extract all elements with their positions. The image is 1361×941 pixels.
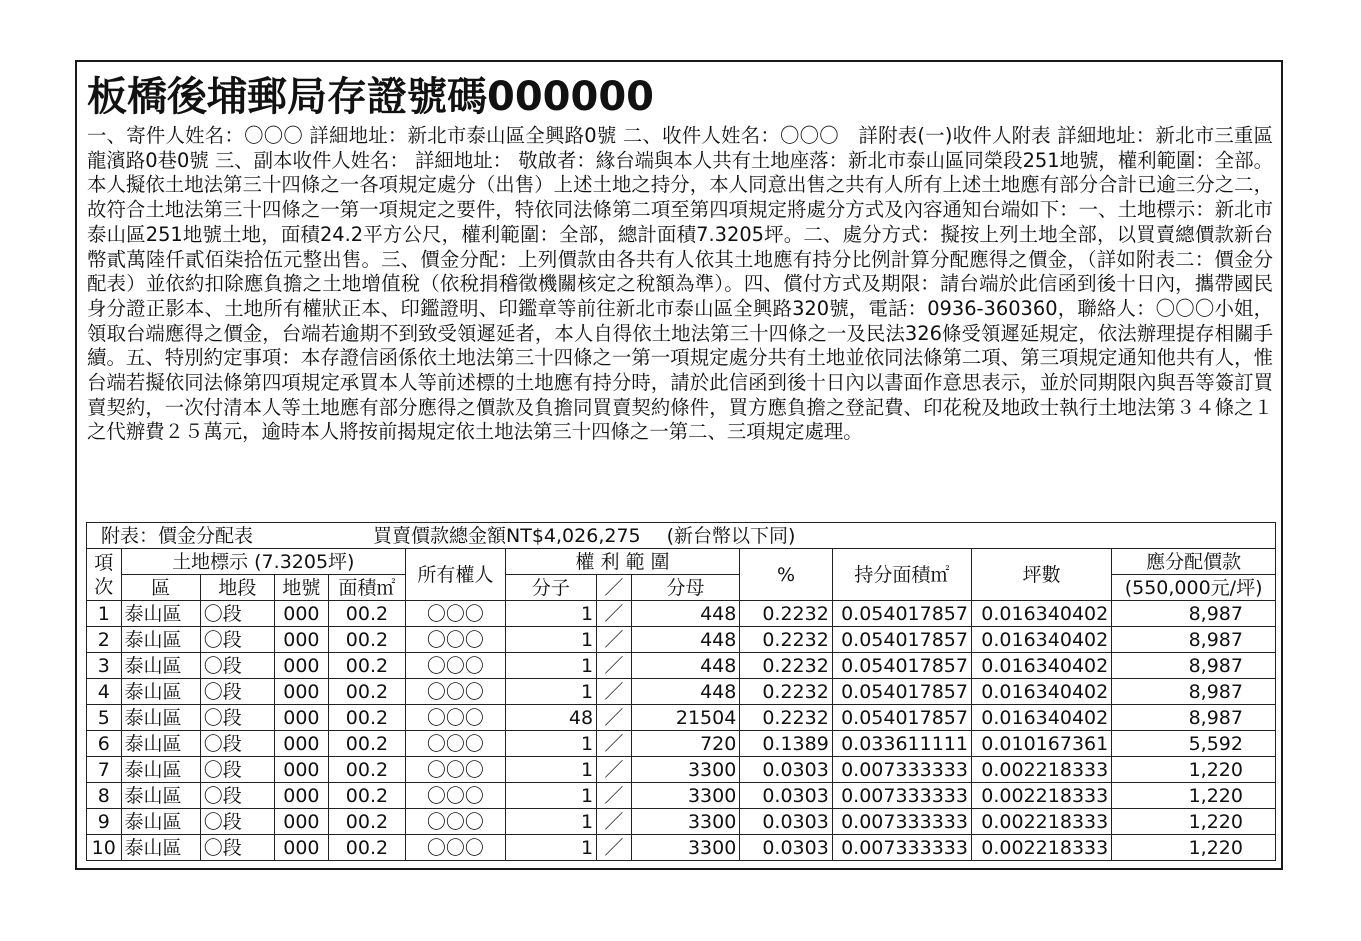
- cell-item-no: 4: [87, 679, 122, 705]
- table-header-row-1: [87, 549, 1276, 575]
- cell-lot: 000: [274, 809, 328, 835]
- header-separator: ／: [597, 575, 632, 601]
- table-body: [87, 601, 1276, 861]
- cell-ping: 0.002218333: [972, 809, 1112, 835]
- header-allocation-unit: (550,000元/坪): [1112, 575, 1276, 601]
- cell-owner: 〇〇〇: [406, 809, 506, 835]
- cell-owner: 〇〇〇: [406, 757, 506, 783]
- table-row: [87, 627, 1276, 653]
- cell-denominator: 448: [631, 653, 740, 679]
- cell-share-area: 0.054017857: [832, 653, 971, 679]
- cell-percent: 0.2232: [740, 653, 832, 679]
- header-numerator: 分子: [505, 575, 596, 601]
- cell-district: 泰山區: [121, 705, 200, 731]
- cell-section: 〇段: [200, 601, 274, 627]
- cell-section: 〇段: [200, 835, 274, 861]
- cell-percent: 0.0303: [740, 757, 832, 783]
- table-row: [87, 757, 1276, 783]
- notice-body: 一、寄件人姓名：〇〇〇 詳細地址：新北市泰山區全興路0號 二、收件人姓名：〇〇〇 詳附表(一)收件人附表 詳細地址：新北市三重區龍濱路0巷0號 三、副本收件人姓名： 詳細地址： 敬啟者：緣台端與本人共有土地座落：新北市泰山區同榮段251地號，權利範圍：全部。本人擬依土地法第三十四條之一各項規定處分（出售）上述土地之持分，本人同意出售之共有人所有上述土地應有部分合計已逾三分之二，故符合土地法第三十四條之一第一項規定之要件，特依同法條第二項至第四項規定將處分方式及內容通知台端如下：一、土地標示：新北市泰山區251地號土地，面積24.2平方公尺，權利範圍：全部，總計面積7.3205坪。二、處分方式：擬按上列土地全部，以買賣總價款新台幣貳萬陸仟貳佰柒拾伍元整出售。三、價金分配：上列價款由各共有人依其土地應有持分比例計算分配應得之價金，（詳如附表二：價金分配表）並依約扣除應負擔之土地增值稅（依稅捐稽徵機關核定之稅額為準）。四、償付方式及期限：請台端於此信函到後十日內，攜帶國民身分證正影本、土地所有權狀正本、印鑑證明、印鑑章等前往新北市泰山區全興路320號，電話：0936-360360，聯絡人：〇〇〇小姐，領取台端應得之價金，台端若逾期不到致受領遲延者，本人自得依土地法第三十四條之一及民法326條受領遲延規定，依法辦理提存相關手續。五、特別約定事項：本存證信函係依土地法第三十四條之一第一項規定處分共有土地並依同法條第二項、第三項規定通知他共有人，惟台端若擬依同法條第四項規定承買本人等前述標的土地應有持分時，請於此信函到後十日內以書面作意思表示，並於同期限內與吾等簽訂買賣契約，一次付清本人等土地應有部分應得之價款及負擔同買賣契約條件，買方應負擔之登記費、印花稅及地政士執行土地法第３４條之１之代辦費２５萬元，逾時本人將按前揭規定依土地法第三十四條之一第二、三項規定處理。: [87, 124, 1273, 444]
- header-item-no: 項次: [87, 549, 122, 601]
- cell-item-no: 1: [87, 601, 122, 627]
- cell-ping: 0.016340402: [972, 705, 1112, 731]
- header-district: 區: [121, 575, 200, 601]
- cell-lot: 000: [274, 679, 328, 705]
- cell-item-no: 5: [87, 705, 122, 731]
- cell-section: 〇段: [200, 653, 274, 679]
- cell-ping: 0.002218333: [972, 783, 1112, 809]
- cell-denominator: 448: [631, 679, 740, 705]
- cell-lot: 000: [274, 705, 328, 731]
- cell-item-no: 7: [87, 757, 122, 783]
- table-caption-total: 買賣價款總金額NT$4,026,275: [373, 524, 641, 547]
- cell-percent: 0.2232: [740, 601, 832, 627]
- cell-lot: 000: [274, 731, 328, 757]
- cell-numerator: 1: [505, 679, 596, 705]
- header-area: 面積㎡: [328, 575, 405, 601]
- header-rights: 權 利 範 圍: [505, 549, 740, 575]
- cell-district: 泰山區: [121, 627, 200, 653]
- cell-section: 〇段: [200, 705, 274, 731]
- cell-percent: 0.0303: [740, 809, 832, 835]
- cell-percent: 0.2232: [740, 679, 832, 705]
- header-percent: %: [740, 549, 832, 601]
- header-owner: 所有權人: [406, 549, 506, 601]
- table-row: [87, 809, 1276, 835]
- cell-district: 泰山區: [121, 783, 200, 809]
- cell-ping: 0.002218333: [972, 835, 1112, 861]
- notice-frame: [75, 60, 1283, 870]
- cell-owner: 〇〇〇: [406, 653, 506, 679]
- cell-separator: ／: [597, 757, 632, 783]
- cell-allocation: 1,220: [1112, 835, 1276, 861]
- header-lot: 地號: [274, 575, 328, 601]
- table-caption-note: (新台幣以下同): [666, 524, 796, 547]
- cell-separator: ／: [597, 679, 632, 705]
- allocation-table: [86, 522, 1276, 861]
- cell-section: 〇段: [200, 809, 274, 835]
- cell-lot: 000: [274, 757, 328, 783]
- cell-allocation: 5,592: [1112, 731, 1276, 757]
- cell-ping: 0.016340402: [972, 627, 1112, 653]
- cell-percent: 0.2232: [740, 627, 832, 653]
- cell-area: 00.2: [328, 601, 405, 627]
- table-row: [87, 653, 1276, 679]
- cell-separator: ／: [597, 627, 632, 653]
- cell-share-area: 0.007333333: [832, 757, 971, 783]
- table-caption: [87, 523, 1276, 549]
- cell-share-area: 0.054017857: [832, 679, 971, 705]
- header-ping: 坪數: [972, 549, 1112, 601]
- cell-numerator: 48: [505, 705, 596, 731]
- cell-numerator: 1: [505, 835, 596, 861]
- cell-ping: 0.002218333: [972, 757, 1112, 783]
- table-row: [87, 731, 1276, 757]
- cell-area: 00.2: [328, 783, 405, 809]
- table-row: [87, 679, 1276, 705]
- cell-allocation: 1,220: [1112, 809, 1276, 835]
- cell-area: 00.2: [328, 835, 405, 861]
- cell-item-no: 3: [87, 653, 122, 679]
- cell-section: 〇段: [200, 731, 274, 757]
- table-caption-row: [87, 523, 1276, 549]
- cell-separator: ／: [597, 731, 632, 757]
- table-row: [87, 601, 1276, 627]
- cell-district: 泰山區: [121, 653, 200, 679]
- table-caption-label: 附表：價金分配表: [101, 524, 254, 547]
- cell-ping: 0.016340402: [972, 601, 1112, 627]
- cell-owner: 〇〇〇: [406, 783, 506, 809]
- cell-percent: 0.2232: [740, 705, 832, 731]
- cell-section: 〇段: [200, 679, 274, 705]
- cell-ping: 0.016340402: [972, 653, 1112, 679]
- cell-owner: 〇〇〇: [406, 601, 506, 627]
- cell-owner: 〇〇〇: [406, 731, 506, 757]
- cell-district: 泰山區: [121, 731, 200, 757]
- cell-allocation: 8,987: [1112, 601, 1276, 627]
- cell-numerator: 1: [505, 757, 596, 783]
- cell-denominator: 720: [631, 731, 740, 757]
- cell-percent: 0.0303: [740, 783, 832, 809]
- cell-section: 〇段: [200, 757, 274, 783]
- cell-area: 00.2: [328, 809, 405, 835]
- cell-district: 泰山區: [121, 601, 200, 627]
- cell-lot: 000: [274, 835, 328, 861]
- cell-district: 泰山區: [121, 679, 200, 705]
- cell-percent: 0.0303: [740, 835, 832, 861]
- cell-ping: 0.016340402: [972, 679, 1112, 705]
- cell-lot: 000: [274, 601, 328, 627]
- cell-area: 00.2: [328, 731, 405, 757]
- cell-denominator: 3300: [631, 783, 740, 809]
- cell-numerator: 1: [505, 601, 596, 627]
- cell-area: 00.2: [328, 757, 405, 783]
- cell-percent: 0.1389: [740, 731, 832, 757]
- table-row: [87, 835, 1276, 861]
- cell-share-area: 0.007333333: [832, 783, 971, 809]
- cell-lot: 000: [274, 783, 328, 809]
- cell-area: 00.2: [328, 653, 405, 679]
- header-denominator: 分母: [631, 575, 740, 601]
- table-row: [87, 705, 1276, 731]
- cell-allocation: 8,987: [1112, 705, 1276, 731]
- cell-district: 泰山區: [121, 757, 200, 783]
- header-section: 地段: [200, 575, 274, 601]
- cell-owner: 〇〇〇: [406, 679, 506, 705]
- cell-section: 〇段: [200, 627, 274, 653]
- cell-numerator: 1: [505, 627, 596, 653]
- cell-denominator: 3300: [631, 809, 740, 835]
- cell-area: 00.2: [328, 679, 405, 705]
- cell-numerator: 1: [505, 731, 596, 757]
- cell-allocation: 1,220: [1112, 757, 1276, 783]
- cell-denominator: 3300: [631, 757, 740, 783]
- cell-lot: 000: [274, 627, 328, 653]
- cell-item-no: 6: [87, 731, 122, 757]
- table-row: [87, 783, 1276, 809]
- cell-area: 00.2: [328, 705, 405, 731]
- cell-allocation: 8,987: [1112, 679, 1276, 705]
- cell-separator: ／: [597, 705, 632, 731]
- cell-denominator: 448: [631, 601, 740, 627]
- notice-title: 板橋後埔郵局存證號碼000000: [87, 74, 654, 120]
- header-allocation: 應分配價款: [1112, 549, 1276, 575]
- cell-section: 〇段: [200, 783, 274, 809]
- cell-item-no: 9: [87, 809, 122, 835]
- cell-allocation: 1,220: [1112, 783, 1276, 809]
- cell-separator: ／: [597, 783, 632, 809]
- cell-item-no: 8: [87, 783, 122, 809]
- header-land: 土地標示 (7.3205坪): [121, 549, 405, 575]
- cell-numerator: 1: [505, 783, 596, 809]
- cell-owner: 〇〇〇: [406, 705, 506, 731]
- cell-numerator: 1: [505, 653, 596, 679]
- cell-separator: ／: [597, 653, 632, 679]
- cell-share-area: 0.054017857: [832, 601, 971, 627]
- cell-separator: ／: [597, 835, 632, 861]
- cell-allocation: 8,987: [1112, 653, 1276, 679]
- cell-share-area: 0.007333333: [832, 835, 971, 861]
- cell-denominator: 21504: [631, 705, 740, 731]
- cell-share-area: 0.007333333: [832, 809, 971, 835]
- cell-share-area: 0.054017857: [832, 627, 971, 653]
- cell-ping: 0.010167361: [972, 731, 1112, 757]
- cell-share-area: 0.033611111: [832, 731, 971, 757]
- cell-lot: 000: [274, 653, 328, 679]
- cell-item-no: 2: [87, 627, 122, 653]
- header-share-area: 持分面積㎡: [832, 549, 971, 601]
- cell-area: 00.2: [328, 627, 405, 653]
- cell-item-no: 10: [87, 835, 122, 861]
- cell-owner: 〇〇〇: [406, 835, 506, 861]
- cell-allocation: 8,987: [1112, 627, 1276, 653]
- cell-district: 泰山區: [121, 835, 200, 861]
- cell-share-area: 0.054017857: [832, 705, 971, 731]
- cell-denominator: 3300: [631, 835, 740, 861]
- cell-separator: ／: [597, 809, 632, 835]
- cell-denominator: 448: [631, 627, 740, 653]
- cell-owner: 〇〇〇: [406, 627, 506, 653]
- cell-district: 泰山區: [121, 809, 200, 835]
- cell-separator: ／: [597, 601, 632, 627]
- cell-numerator: 1: [505, 809, 596, 835]
